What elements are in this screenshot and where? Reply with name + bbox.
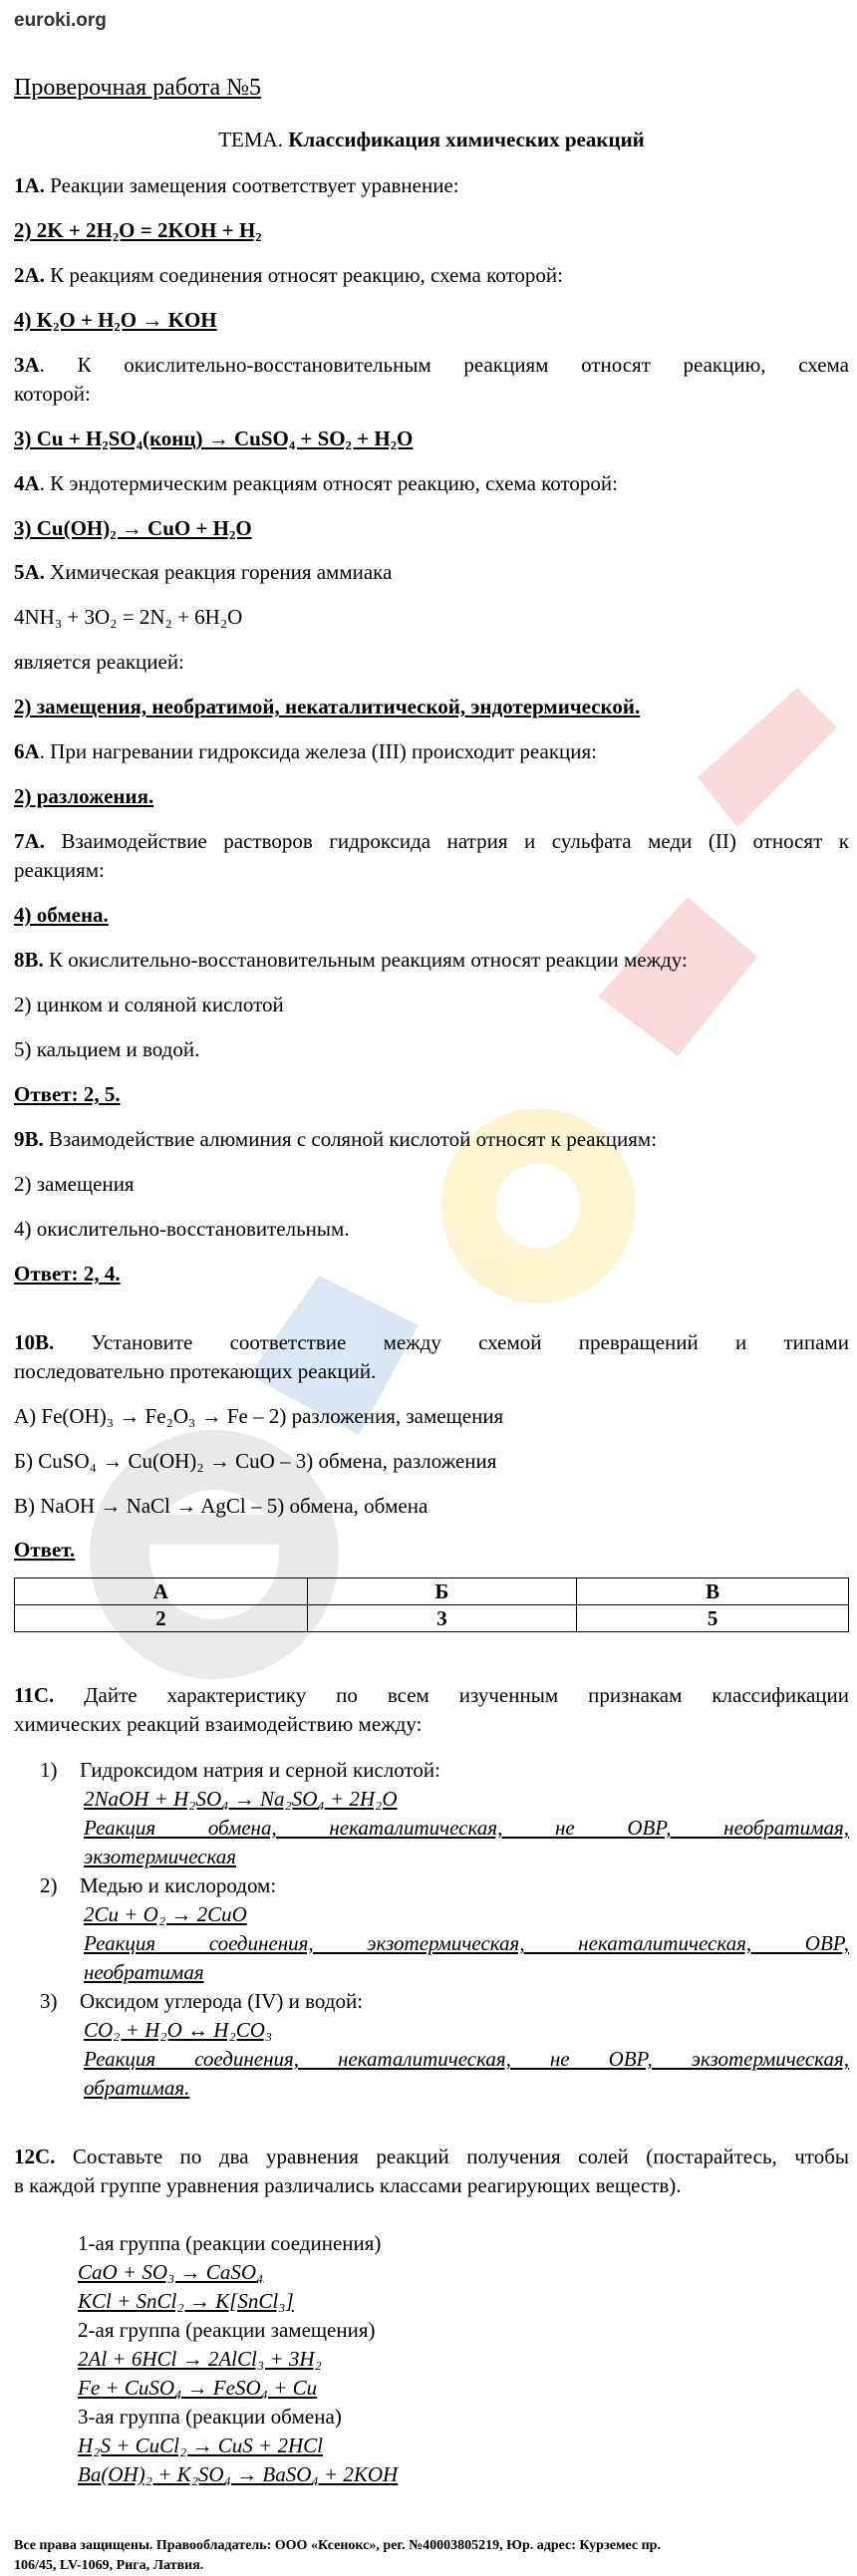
q11-item-1-eq: 2NaOH + H₂SO₄ → Na₂SO₄ + 2H₂O [84, 1787, 398, 1811]
q11-item-3-desc-l2: обратимая. [84, 2076, 190, 2100]
q9-answer: Ответ: 2, 4. [14, 1262, 121, 1286]
q8-option-2: 5) кальцием и водой. [14, 1037, 200, 1061]
q5-text2: является реакцией: [14, 650, 184, 674]
topic-name: Классификация химических реакций [288, 128, 645, 151]
q3-answer: 3) Cu + H₂SO₄(конц) → CuSO₄ + SO₂ + H₂O [14, 427, 414, 450]
q2-text: 2А. К реакциям соединения относят реакцию, схема которой: [14, 263, 563, 287]
q10-answer-table [14, 1577, 849, 1632]
q9-option-2: 4) окислительно-восстановительным. [14, 1217, 350, 1241]
q3-text-l1: 3А. К окислительно-восстановительным реакциям относят реакцию, схема [14, 353, 849, 377]
q12-group-3-eq-1: H₂S + CuCl₂ → CuS + 2HCl [78, 2433, 323, 2457]
q9-option-1: 2) замещения [14, 1172, 135, 1196]
table-row [15, 1605, 849, 1632]
q10-item-c: В) NaOH → NaCl → AgCl – 5) обмена, обмена [14, 1494, 428, 1518]
q12-group-3: 3-ая группа (реакции обмена) [78, 2405, 342, 2429]
q11-item-1-desc-l2: экзотермическая [84, 1845, 237, 1868]
q6-answer: 2) разложения. [14, 784, 154, 808]
table-header-a: А [15, 1578, 308, 1605]
q12-text-l2: в каждой группе уравнения различались классами реагирующих веществ). [14, 2173, 682, 2197]
q10-answer-label: Ответ. [14, 1538, 76, 1562]
copyright-footer [14, 2536, 849, 2576]
table-header-b: Б [307, 1578, 576, 1605]
q11-text-l1: 11С. Дайте характеристику по всем изученным признакам классификации [14, 1683, 850, 1707]
q11-item-3-desc-l1: Реакция соединения, некаталитическая, не ОВР, экзотермическая, [84, 2047, 849, 2071]
q12-group-1: 1-ая группа (реакции соединения) [78, 2231, 382, 2255]
q12-text-l1: 12С. Составьте по два уравнения реакций получения солей (постарайтесь, чтобы [14, 2145, 850, 2168]
q1-answer: 2) 2K + 2H₂O = 2KOH + H₂ [14, 218, 262, 242]
q12-group-1-eq-1: CaO + SO₃ → CaSO₄ [78, 2260, 264, 2284]
footer-line-2: 106/45, LV-1069, Рига, Латвия. [14, 2558, 204, 2573]
q8-option-1: 2) цинком и соляной кислотой [14, 993, 284, 1016]
page-title: Проверочная работа №5 [14, 75, 262, 101]
q12-group-2: 2-ая группа (реакции замещения) [78, 2318, 376, 2342]
table-row [15, 1578, 849, 1605]
q11-item-2-desc-l1: Реакция соединения, экзотермическая, некаталитическая, ОВР, [84, 1931, 849, 1955]
q11-item-3-eq: CO₂ + H₂O ↔ H₂CO₃ [84, 2018, 273, 2042]
topic-line [14, 126, 849, 154]
q5-text: 5А. Химическая реакция горения аммиака [14, 560, 393, 584]
q11-item-2-desc-l2: необратимая [84, 1960, 204, 1984]
footer-line-1: Все права защищены. Правообладатель: ООО «Ксенокс», рег. №40003805219, Юр. адрес: Курземес пр. [14, 2538, 661, 2553]
q4-answer: 3) Cu(OH)₂ → CuO + H₂O [14, 516, 252, 540]
table-cell-c: 5 [577, 1605, 849, 1632]
q11-text-l2: химических реакций взаимодействию между: [14, 1712, 423, 1736]
q9-text: 9В. Взаимодействие алюминия с соляной кислотой относят к реакциям: [14, 1127, 658, 1151]
q11-item-2-eq: 2Cu + O₂ → 2CuO [84, 1902, 247, 1926]
table-cell-a: 2 [15, 1605, 308, 1632]
q11-item-1-desc-l1: Реакция обмена, некаталитическая, не ОВР, необратимая, [84, 1816, 849, 1840]
q10-text-l1: 10В. Установите соответствие между схемой превращений и типами [14, 1330, 850, 1354]
q12-group-2-eq-2: Fe + CuSO₄ → FeSO₄ + Cu [78, 2376, 318, 2400]
q2-answer: 4) K₂O + H₂O → KOH [14, 308, 217, 332]
site-name[interactable]: euroki.org [14, 10, 107, 31]
table-header-c: В [577, 1578, 849, 1605]
q7-answer: 4) обмена. [14, 903, 109, 927]
table-cell-b: 3 [307, 1605, 576, 1632]
q12-group-2-eq-1: 2Al + 6HCl → 2AlCl₃ + 3H₂ [78, 2347, 322, 2371]
q12-group-1-eq-2: KCl + SnCl₂ → K[SnCl₃] [78, 2289, 294, 2313]
q10-item-b: Б) CuSO₄ → Cu(OH)₂ → CuO – 3) обмена, разложения [14, 1449, 497, 1473]
q1-text: 1А. Реакции замещения соответствует уравнение: [14, 173, 459, 197]
q10-text-l2: последовательно протекающих реакций. [14, 1359, 377, 1383]
q6-text: 6А. При нагревании гидроксида железа (III) происходит реакция: [14, 739, 598, 763]
q3-text-l2: которой: [14, 382, 91, 406]
q8-answer: Ответ: 2, 5. [14, 1082, 121, 1106]
q5-answer: 2) замещения, необратимой, некаталитической, эндотермической. [14, 695, 641, 718]
q10-item-a: А) Fe(OH)₃ → Fe₂O₃ → Fe – 2) разложения, замещения [14, 1404, 504, 1428]
q5-equation: 4NH₃ + 3O₂ = 2N₂ + 6H₂O [14, 605, 243, 629]
q7-text-l2: реакциям: [14, 858, 105, 882]
topic-prefix: ТЕМА. [218, 128, 283, 151]
q8-text: 8В. К окислительно-восстановительным реакциям относят реакции между: [14, 948, 688, 972]
q4-text: 4А. К эндотермическим реакциям относят реакцию, схема которой: [14, 471, 619, 495]
q7-text-l1: 7А. Взаимодействие растворов гидроксида натрия и сульфата меди (II) относят к [14, 829, 850, 853]
q12-group-3-eq-2: Ba(OH)₂ + K₂SO₄ → BaSO₄ + 2KOH [78, 2462, 399, 2486]
